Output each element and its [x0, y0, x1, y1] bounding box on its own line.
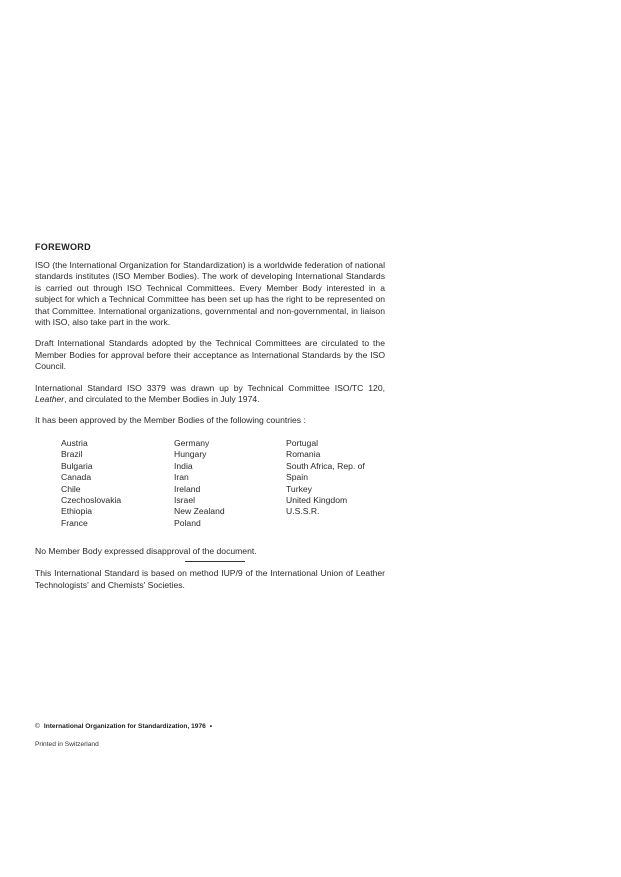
country-item: Czechoslovakia [61, 494, 122, 505]
committee-name: Leather [35, 394, 65, 405]
copyright-icon: © [35, 723, 40, 730]
country-item: Brazil [61, 449, 83, 460]
standard-text-post: , and circulated to the Member Bodies in July 1974. [64, 394, 260, 405]
no-disapproval-statement: No Member Body expressed disapproval of the document. [35, 545, 257, 556]
country-item: U.S.S.R. [286, 506, 320, 517]
approval-intro: It has been approved by the Member Bodies of the following countries : [35, 415, 306, 426]
copyright-line [35, 723, 212, 730]
country-item: Spain [286, 472, 308, 483]
country-item: Ireland [174, 483, 201, 494]
copyright-text: International Organization for Standardization, 1976 [43, 723, 206, 730]
foreword-paragraph-standard [35, 383, 385, 406]
basis-statement: This International Standard is based on method IUP/9 of the International Union of Leather Technologists' and Chemists' Societies. [35, 568, 385, 590]
foreword-heading: FOREWORD [35, 242, 91, 252]
country-item: Portugal [286, 437, 319, 448]
foreword-paragraph-drafts: Draft International Standards adopted by the Technical Committees are circulated to the Member Bodies for approval before their acceptance as International Standards by the ISO Council. [35, 338, 385, 372]
country-item: Iran [174, 472, 189, 483]
bullet-icon: • [209, 723, 213, 730]
foreword-section [35, 242, 385, 601]
approving-countries-list [35, 438, 385, 538]
countries-column-2 [174, 438, 225, 529]
country-item: Hungary [174, 449, 207, 460]
foreword-paragraph-iso: ISO (the International Organization for Standardization) is a worldwide federation of national standards institutes (ISO Member Bodies). The work of developing International Standards is carried out through ISO Technical Committees. Every Member Body interested in a subject for which a Technical Committee has been set up has the right to be represented on that Committee. International organizations, governmental and non-governmental, in liaison with ISO, also take part in the work. [35, 260, 385, 328]
section-divider [185, 561, 245, 562]
country-item: Canada [61, 472, 92, 483]
country-item: South Africa, Rep. of [286, 460, 365, 471]
standard-text-pre: International Standard ISO 3379 was drawn up by Technical Committee ISO/TC 120, [35, 382, 385, 393]
country-item: Ethiopia [61, 506, 93, 517]
country-item: Romania [286, 449, 321, 460]
country-item: United Kingdom [286, 494, 348, 505]
printed-in-note: Printed in Switzerland [35, 741, 99, 748]
country-item: Turkey [286, 483, 312, 494]
country-item: Chile [61, 483, 81, 494]
countries-column-1 [61, 438, 121, 529]
country-item: Israel [174, 494, 196, 505]
country-item: Bulgaria [61, 460, 93, 471]
country-item: New Zealand [174, 506, 225, 517]
country-item: Germany [174, 437, 210, 448]
country-item: Austria [61, 437, 88, 448]
countries-column-3 [286, 438, 365, 518]
country-item: France [61, 517, 88, 528]
country-item: Poland [174, 517, 201, 528]
country-item: India [174, 460, 193, 471]
